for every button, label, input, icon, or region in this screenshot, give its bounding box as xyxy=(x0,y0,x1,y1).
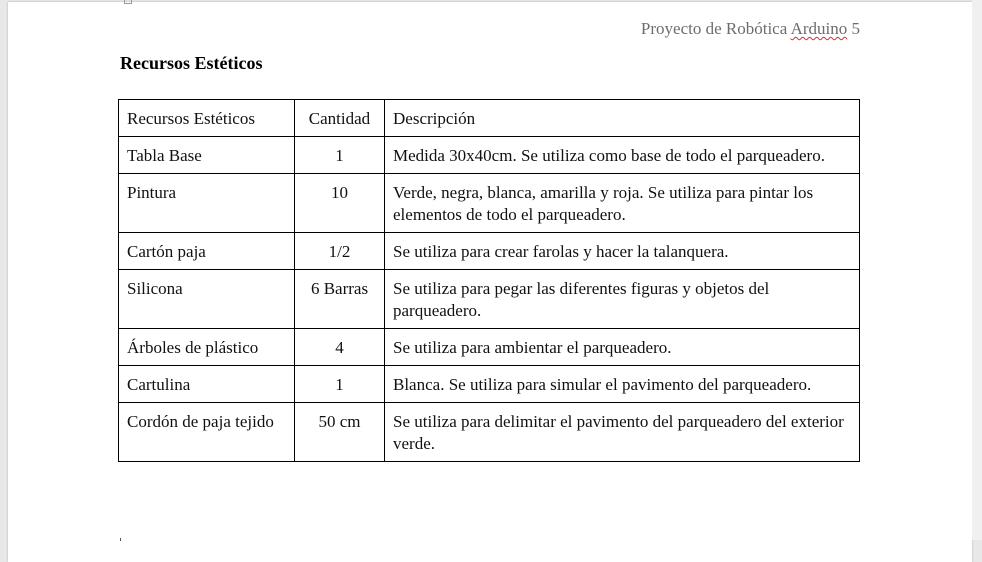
cell-resource: Pintura xyxy=(119,174,295,233)
resources-table xyxy=(118,99,860,462)
cell-resource: Silicona xyxy=(119,270,295,329)
document-page xyxy=(8,2,972,562)
cell-description: Se utiliza para crear farolas y hacer la talanquera. xyxy=(385,233,860,270)
cell-resource: Cartulina xyxy=(119,366,295,403)
header-misspelled-word[interactable]: Arduino xyxy=(790,19,848,38)
table-row xyxy=(119,137,860,174)
cell-quantity: 10 xyxy=(295,174,385,233)
cell-quantity: 1 xyxy=(295,366,385,403)
cell-description: Se utiliza para pegar las diferentes figuras y objetos del parqueadero. xyxy=(385,270,860,329)
cell-quantity: 1 xyxy=(295,137,385,174)
table-row xyxy=(119,233,860,270)
section-heading: Recursos Estéticos xyxy=(120,53,263,73)
cell-description: Medida 30x40cm. Se utiliza como base de todo el parqueadero. xyxy=(385,137,860,174)
cell-quantity: 4 xyxy=(295,329,385,366)
table-row xyxy=(119,366,860,403)
page-header xyxy=(641,19,860,39)
cell-description: Blanca. Se utiliza para simular el pavimento del parqueadero. xyxy=(385,366,860,403)
table-row xyxy=(119,403,860,462)
table-row xyxy=(119,270,860,329)
cell-resource: Cartón paja xyxy=(119,233,295,270)
cell-description: Se utiliza para ambientar el parqueadero. xyxy=(385,329,860,366)
header-page-number: 5 xyxy=(847,19,860,38)
cell-quantity: 6 Barras xyxy=(295,270,385,329)
cell-quantity: 1/2 xyxy=(295,233,385,270)
column-header-quantity: Cantidad xyxy=(295,100,385,137)
cell-description: Verde, negra, blanca, amarilla y roja. Se utiliza para pintar los elementos de todo el parqueadero. xyxy=(385,174,860,233)
table-row xyxy=(119,174,860,233)
cell-resource: Árboles de plástico xyxy=(119,329,295,366)
header-text: Proyecto de Robótica xyxy=(640,19,791,38)
cell-resource: Tabla Base xyxy=(119,137,295,174)
table-header-row xyxy=(119,100,860,137)
window-edge xyxy=(972,0,982,540)
column-header-description: Descripción xyxy=(385,100,860,137)
margin-corner-mark xyxy=(124,0,132,4)
cell-resource: Cordón de paja tejido xyxy=(119,403,295,462)
table-row xyxy=(119,329,860,366)
column-header-resource: Recursos Estéticos xyxy=(119,100,295,137)
cell-description: Se utiliza para delimitar el pavimento del parqueadero del exterior verde. xyxy=(385,403,860,462)
cell-quantity: 50 cm xyxy=(295,403,385,462)
